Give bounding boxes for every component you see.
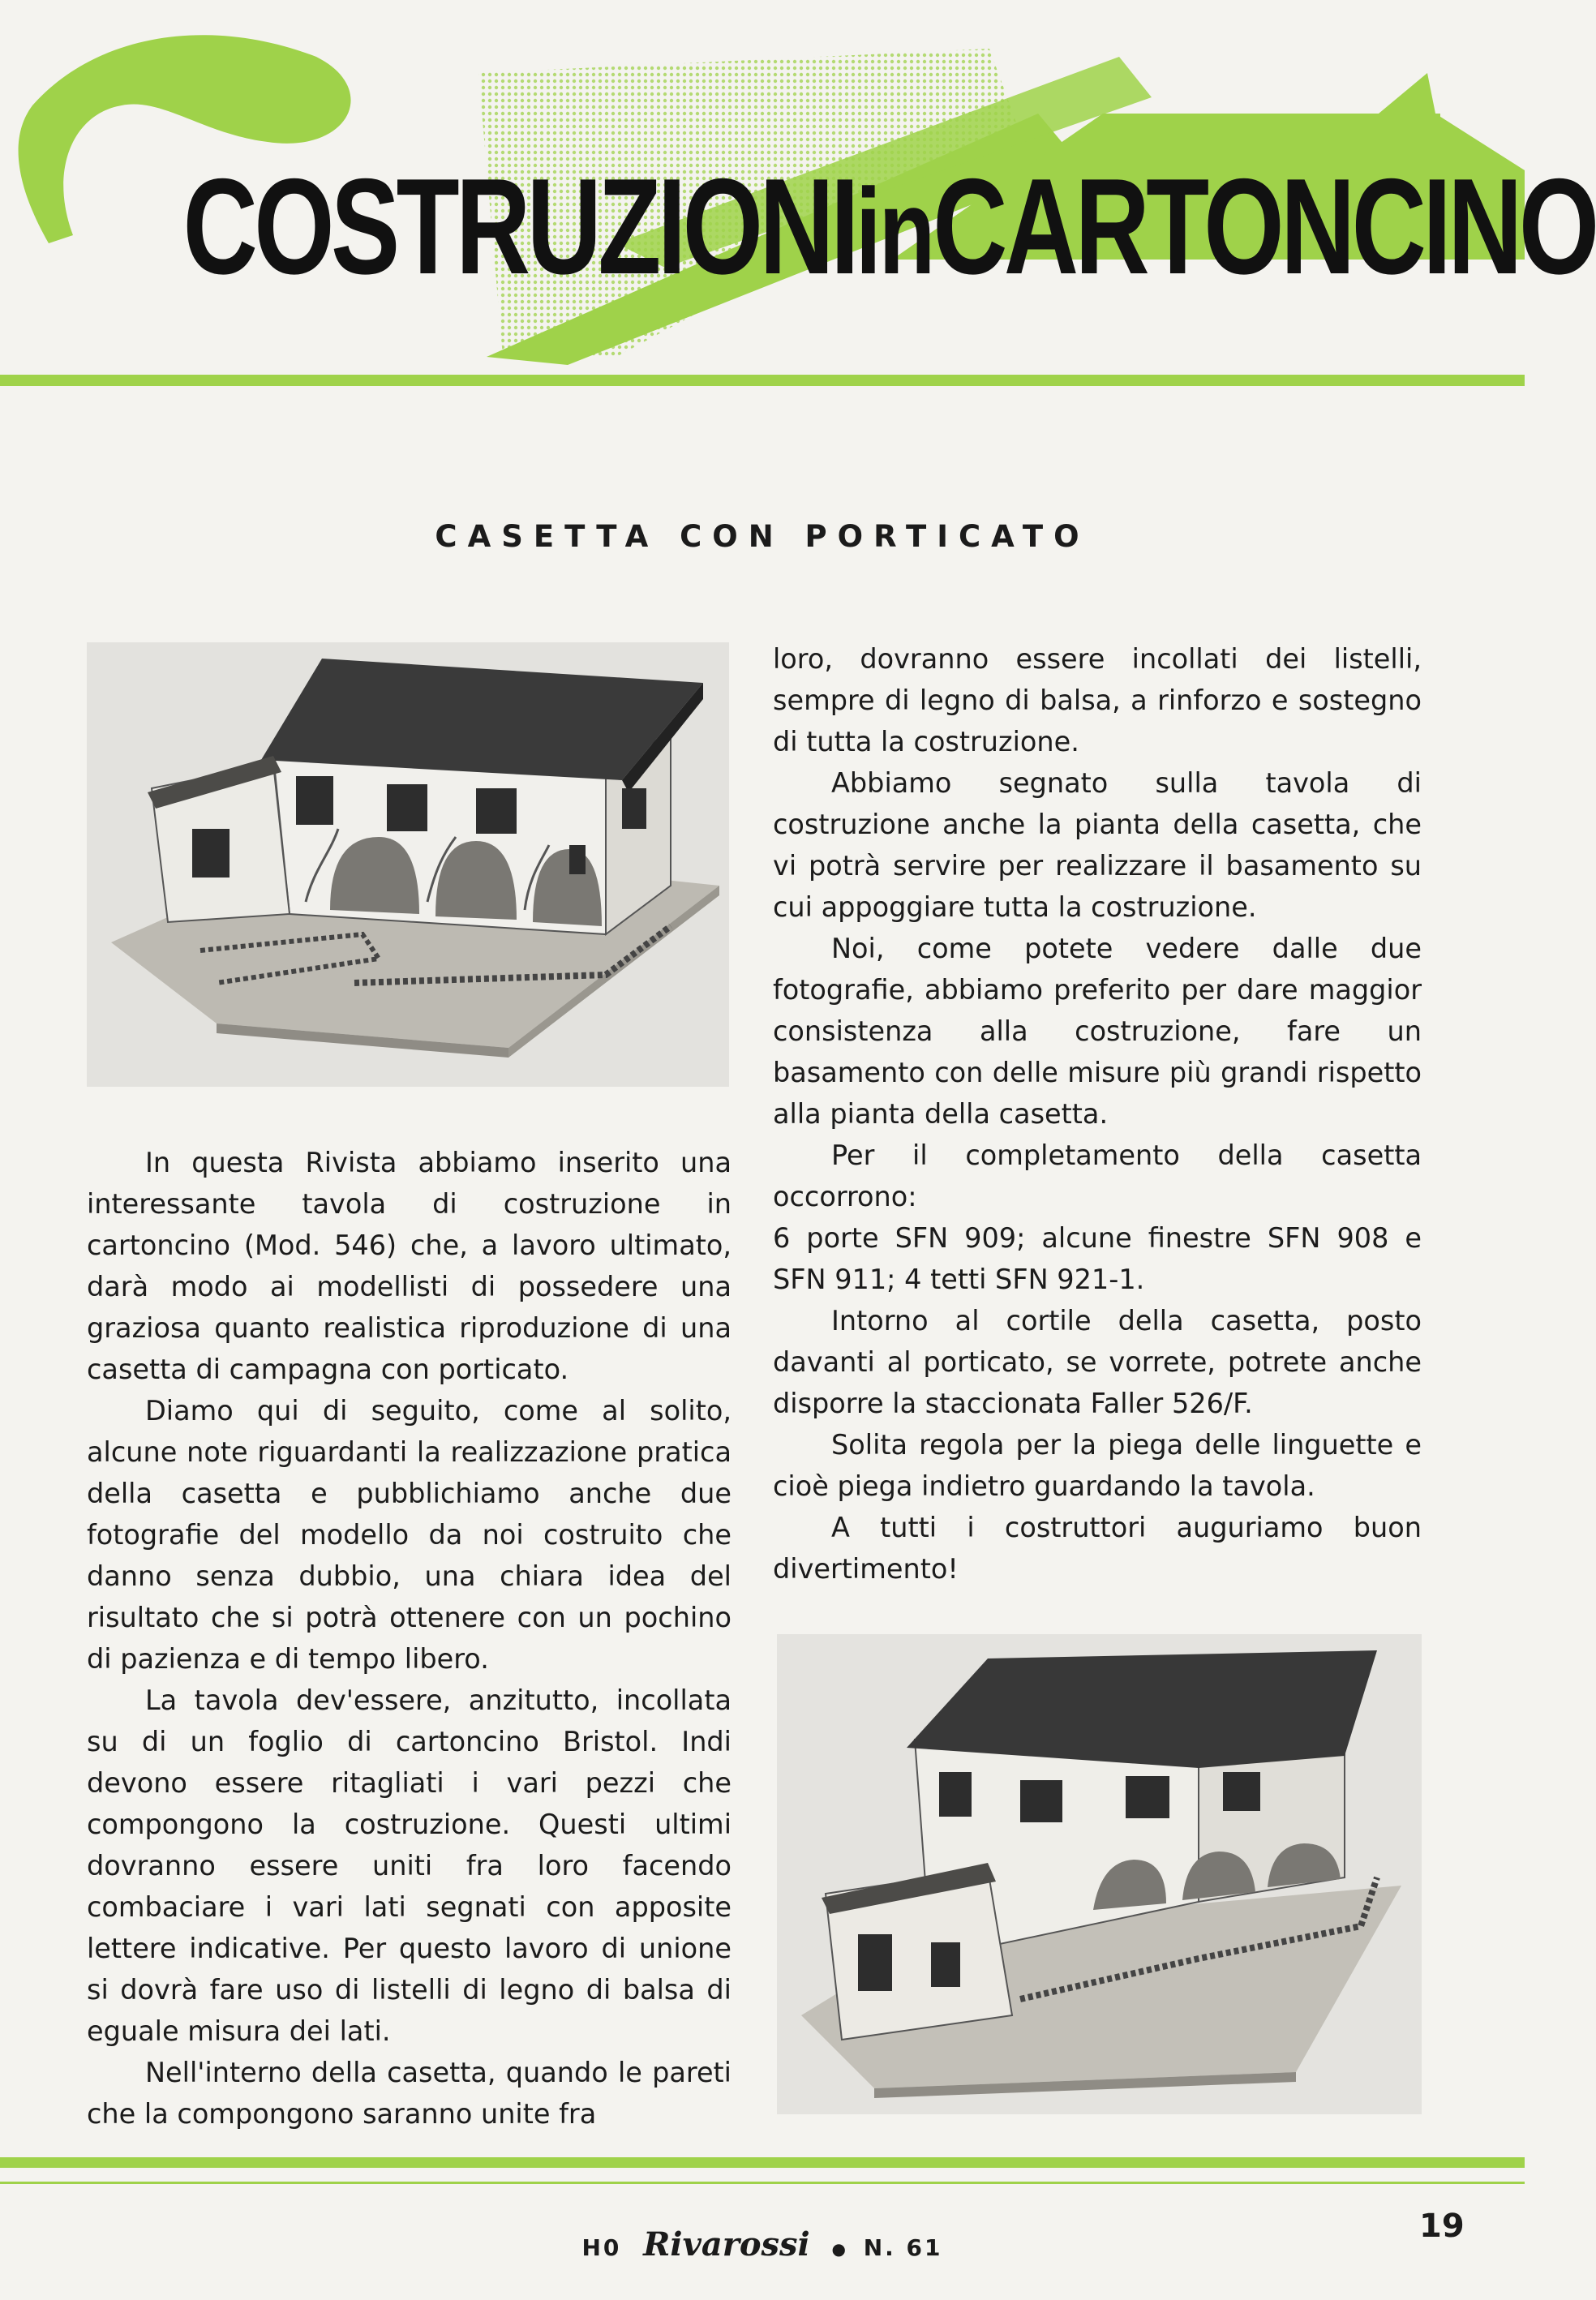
- footer-magazine: [0, 2225, 1525, 2264]
- footer-prefix: H0: [581, 2234, 622, 2261]
- paragraph-fold: Solita regola per la piega delle linguette e cioè piega indietro guardando la tavola.: [773, 1429, 1422, 1502]
- footer-issue: N. 61: [863, 2234, 943, 2261]
- paragraph-notes: Diamo qui di seguito, come al solito, alcune note riguardanti la realizzazione pratica della casetta e pubblichiamo anche due fotografie del modello da noi costruito che danno senza dubbio, una chiara idea del risultato che si potrà ottenere con un pochino di pazienza e di tempo libero.: [87, 1395, 732, 1675]
- paragraph-interior: Nell'interno della casetta, quando le pareti che la compongono saranno unite fra: [87, 2057, 732, 2130]
- house-photo-side: [777, 1634, 1422, 2114]
- paragraph-completion: Per il completamento della casetta occorrono:: [773, 1139, 1422, 1212]
- paragraph-fence: Intorno al cortile della casetta, posto davanti al porticato, se vorrete, potrete anche disporre la staccionata Faller 526/F.: [773, 1305, 1422, 1419]
- article-right-column: [773, 638, 1422, 1590]
- paragraph-cutting: La tavola dev'essere, anzitutto, incollata su di un foglio di cartoncino Bristol. Indi devono essere ritagliati i vari pezzi che compongono la costruzione. Questi ultimi dovranno essere uniti fra loro facendo combaciare i vari lati segnati con apposite lettere indicative. Per questo lavoro di unione si dovrà fare uso di listelli di legno di balsa di eguale misura dei lati.: [87, 1684, 732, 2047]
- article-left-column: [87, 1142, 732, 2135]
- parts-list: 6 porte SFN 909; alcune finestre SFN 908 e SFN 911; 4 tetti SFN 921-1.: [773, 1222, 1422, 1295]
- paragraph-continuation: loro, dovranno essere incollati dei listelli, sempre di legno di balsa, a rinforzo e sostegno di tutta la costruzione.: [773, 643, 1422, 757]
- page-number: 19: [1419, 2208, 1465, 2245]
- paragraph-basement: Noi, come potete vedere dalle due fotografie, abbiamo preferito per dare maggior consistenza alla costruzione, fare un basamento con delle misure più grandi rispetto alla pianta della casetta.: [773, 933, 1422, 1130]
- paragraph-plan: Abbiamo segnato sulla tavola di costruzione anche la pianta della casetta, che vi potrà servire per realizzare il basamento su cui appoggiare tutta la costruzione.: [773, 767, 1422, 923]
- article-subtitle: CASETTA CON PORTICATO: [435, 519, 1090, 554]
- footer-rule: [0, 2157, 1525, 2168]
- page-title: COSTRUZIONIinCARTONCINO: [182, 150, 1596, 303]
- footer-rule-thin: [0, 2182, 1525, 2184]
- rivarossi-logo: Rivarossi: [643, 2225, 810, 2264]
- house-photo-front: [87, 642, 729, 1087]
- paragraph-intro: In questa Rivista abbiamo inserito una interessante tavola di costruzione in cartoncino (Mod. 546) che, a lavoro ultimato, darà modo ai modellisti di possedere una graziosa quanto realistica riproduzione di una casetta di campagna con porticato.: [87, 1147, 732, 1385]
- paragraph-closing: A tutti i costruttori auguriamo buon divertimento!: [773, 1512, 1422, 1585]
- bullet-icon: ●: [831, 2239, 848, 2259]
- header-banner: [0, 0, 1596, 389]
